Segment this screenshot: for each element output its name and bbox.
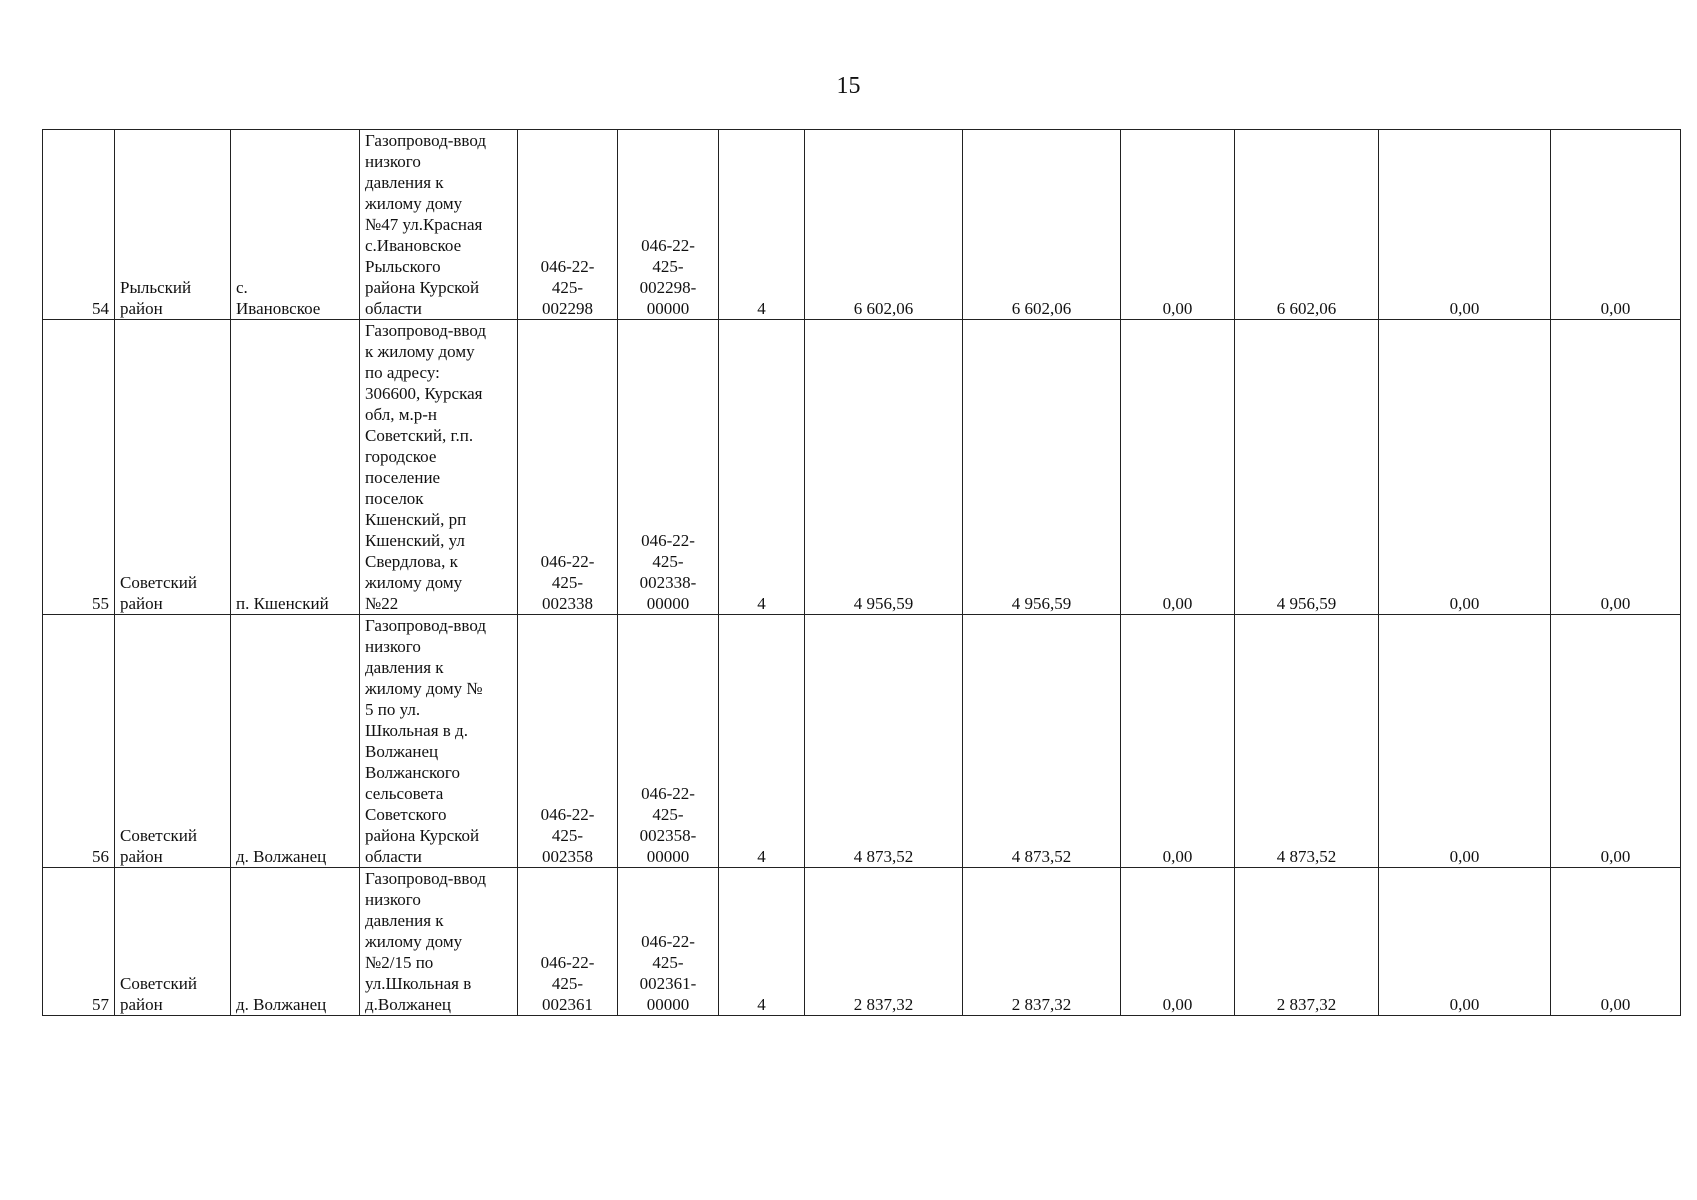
value-cell-6: 0,00 — [1551, 868, 1681, 1016]
object-code-cell: 046-22- 425- 002361 — [518, 868, 618, 1016]
page-number: 15 — [836, 73, 861, 99]
settlement-cell: д. Волжанец — [231, 868, 360, 1016]
district-cell: Советский район — [115, 868, 231, 1016]
description-cell: Газопровод-ввод низкого давления к жилому дому №2/15 по ул.Школьная в д.Волжанец — [360, 868, 518, 1016]
value-cell-3: 0,00 — [1121, 868, 1235, 1016]
value-cell-2: 2 837,32 — [963, 868, 1121, 1016]
value-cell-3: 0,00 — [1121, 615, 1235, 868]
value-cell-5: 0,00 — [1379, 320, 1551, 615]
value-cell-2: 6 602,06 — [963, 130, 1121, 320]
count-cell: 4 — [719, 868, 805, 1016]
object-code-cell: 046-22- 425- 002338 — [518, 320, 618, 615]
table-row — [43, 615, 1681, 868]
table-row — [43, 320, 1681, 615]
value-cell-1: 2 837,32 — [805, 868, 963, 1016]
district-cell: Советский район — [115, 615, 231, 868]
row-number: 57 — [43, 868, 115, 1016]
district-cell: Рыльский район — [115, 130, 231, 320]
value-cell-1: 4 873,52 — [805, 615, 963, 868]
value-cell-6: 0,00 — [1551, 615, 1681, 868]
value-cell-5: 0,00 — [1379, 130, 1551, 320]
row-number: 56 — [43, 615, 115, 868]
count-cell: 4 — [719, 320, 805, 615]
value-cell-5: 0,00 — [1379, 615, 1551, 868]
value-cell-3: 0,00 — [1121, 320, 1235, 615]
value-cell-6: 0,00 — [1551, 130, 1681, 320]
settlement-cell: с. Ивановское — [231, 130, 360, 320]
object-code-cell: 046-22- 425- 002358 — [518, 615, 618, 868]
row-number: 54 — [43, 130, 115, 320]
count-cell: 4 — [719, 615, 805, 868]
description-cell: Газопровод-ввод к жилому дому по адресу: 306600, Курская обл, м.р-н Советский, г.п. городское поселение поселок Кшенский, рп Кшенский, ул Свердлова, к жилому дому №22 — [360, 320, 518, 615]
district-cell: Советский район — [115, 320, 231, 615]
value-cell-1: 4 956,59 — [805, 320, 963, 615]
inventory-code-cell: 046-22- 425- 002361- 00000 — [618, 868, 719, 1016]
value-cell-6: 0,00 — [1551, 320, 1681, 615]
inventory-code-cell: 046-22- 425- 002298- 00000 — [618, 130, 719, 320]
table-row — [43, 868, 1681, 1016]
description-cell: Газопровод-ввод низкого давления к жилому дому № 5 по ул. Школьная в д. Волжанец Волжанского сельсовета Советского района Курской области — [360, 615, 518, 868]
value-cell-2: 4 873,52 — [963, 615, 1121, 868]
object-code-cell: 046-22- 425- 002298 — [518, 130, 618, 320]
settlement-cell: д. Волжанец — [231, 615, 360, 868]
row-number: 55 — [43, 320, 115, 615]
value-cell-4: 4 956,59 — [1235, 320, 1379, 615]
registry-table — [42, 129, 1681, 1016]
count-cell: 4 — [719, 130, 805, 320]
value-cell-4: 6 602,06 — [1235, 130, 1379, 320]
settlement-cell: п. Кшенский — [231, 320, 360, 615]
description-cell: Газопровод-ввод низкого давления к жилому дому №47 ул.Красная с.Ивановское Рыльского района Курской области — [360, 130, 518, 320]
value-cell-4: 4 873,52 — [1235, 615, 1379, 868]
inventory-code-cell: 046-22- 425- 002338- 00000 — [618, 320, 719, 615]
value-cell-3: 0,00 — [1121, 130, 1235, 320]
value-cell-4: 2 837,32 — [1235, 868, 1379, 1016]
value-cell-1: 6 602,06 — [805, 130, 963, 320]
inventory-code-cell: 046-22- 425- 002358- 00000 — [618, 615, 719, 868]
value-cell-2: 4 956,59 — [963, 320, 1121, 615]
table-row — [43, 130, 1681, 320]
value-cell-5: 0,00 — [1379, 868, 1551, 1016]
